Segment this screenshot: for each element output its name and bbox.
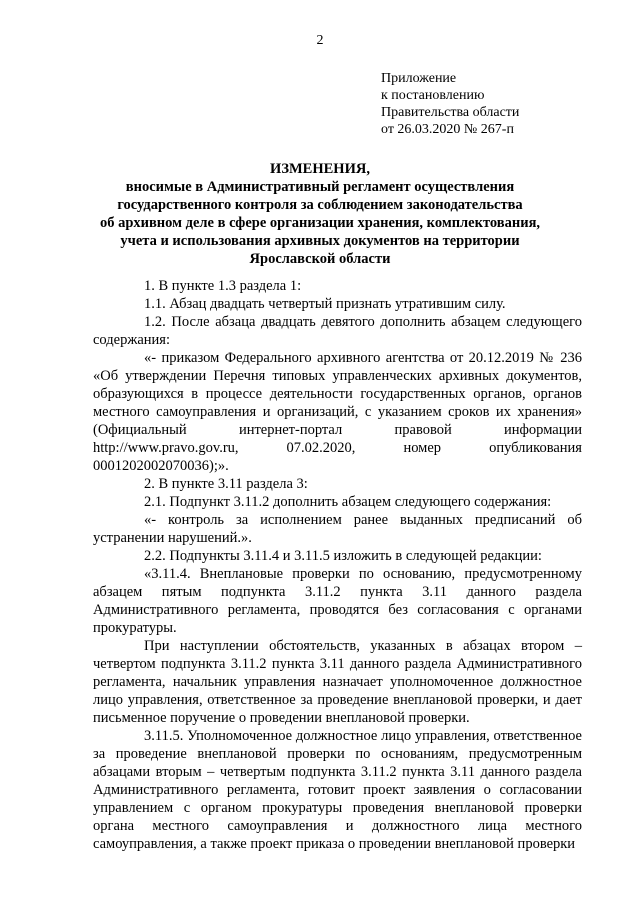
title-line: Ярославской области [249, 251, 391, 267]
title-line: учета и использования архивных документов на территории [120, 233, 520, 249]
paragraph-line: местного самоуправления и организаций, с указанием сроков их хранения» [93, 404, 582, 420]
appendix-line: Правительства области [381, 105, 520, 120]
appendix-line: к постановлению [381, 88, 485, 103]
paragraph: 2.2. Подпункты 3.11.4 и 3.11.5 изложить в следующей редакции: [144, 548, 542, 564]
paragraph-line: «- приказом Федерального архивного агентства от 20.12.2019 № 236 [144, 350, 582, 366]
publication-url-line [93, 439, 582, 457]
paragraph-line: «Об утверждении Перечня типовых управленческих архивных документов, [93, 368, 582, 384]
title-line: вносимые в Административный регламент осуществления [125, 179, 515, 195]
paragraph: 1. В пункте 1.3 раздела 1: [144, 278, 302, 294]
url-date: 07.02.2020, [286, 440, 356, 456]
paragraph: 1.1. Абзац двадцать четвертый признать утратившим силу. [144, 296, 506, 312]
paragraph: 2. В пункте 3.11 раздела 3: [144, 476, 308, 492]
paragraph: 2.1. Подпункт 3.11.2 дополнить абзацем следующего содержания: [144, 494, 552, 510]
paragraph: «3.11.4. Внеплановые проверки по основанию, предусмотренному абзацем пятым подпункта 3.11.2 пункта 3.11 данного раздела Административного регламента, проводятся без согласования с органами прокуратуры. [93, 566, 582, 636]
paragraph: 1.2. После абзаца двадцать девятого дополнить абзацем следующего содержания: [93, 314, 582, 348]
paragraph-line: образующихся в процессе деятельности государственных органов, органов [93, 386, 582, 402]
page-number: 2 [316, 33, 324, 48]
paragraph: «- контроль за исполнением ранее выданных предписаний об устранении нарушений.». [93, 512, 582, 546]
appendix-line: Приложение [381, 71, 457, 86]
paragraph: 3.11.5. Уполномоченное должностное лицо управления, ответственное за проведение внеплановой проверки по основаниям, предусмотренным абзацами вторым – четвертым подпункта 3.11.2 пункта 3.11 данного раздела Административного регламента, готовит проект заявления о согласовании управлением с органом прокуратуры проведения внеплановой проверки органа местного самоуправления и должностного лица местного самоуправления, а также проект приказа о проведении внеплановой проверки [93, 728, 582, 852]
document-title [90, 160, 550, 268]
url-text: http://www.pravo.gov.ru, [93, 440, 239, 456]
title-line: об архивном деле в сфере организации хранения, комплектования, [99, 215, 541, 231]
quoted-order-paragraph [93, 349, 582, 475]
title-line: государственного контроля за соблюдением законодательства [117, 197, 523, 213]
url-word: номер [403, 440, 442, 456]
url-word: опубликования [489, 440, 582, 456]
paragraph-line: (Официальный интернет-портал правовой информации [93, 422, 582, 438]
appendix-block [381, 70, 519, 138]
paragraph: При наступлении обстоятельств, указанных в абзацах втором – четвертом подпункта 3.11.2 пункта 3.11 данного раздела Административного регламента, начальник управления назначает уполномоченное должностное лицо управления, ответственное за проведение внеплановой проверки, и дает письменное поручение о проведении внеплановой проверки. [93, 638, 582, 726]
paragraph-line: 0001202002070036);». [93, 458, 229, 474]
title-line: ИЗМЕНЕНИЯ, [270, 161, 370, 177]
document-body [93, 277, 582, 853]
appendix-line: от 26.03.2020 № 267-п [381, 122, 514, 137]
